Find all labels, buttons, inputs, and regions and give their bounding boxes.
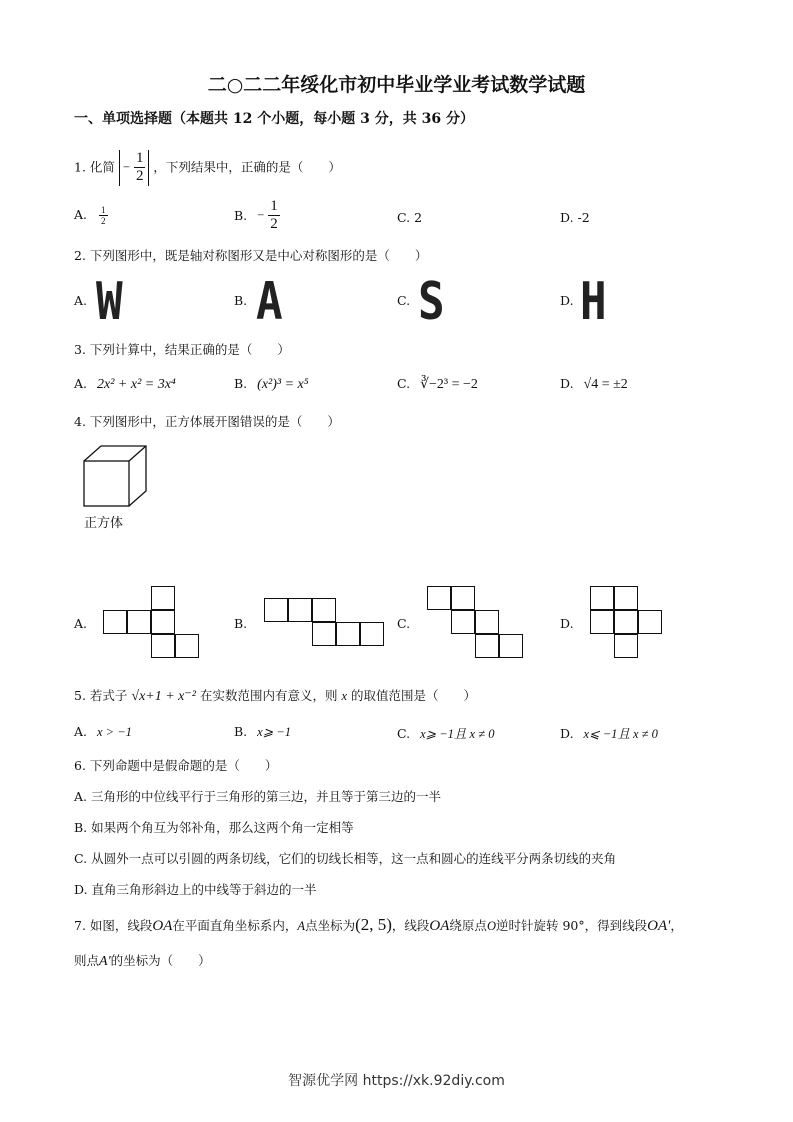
q2-glyph-a: A (256, 272, 283, 332)
question-4: 4. 下列图形中，正方体展开图错误的是（ ） (74, 414, 340, 429)
cube-label: 正方体 (84, 516, 124, 531)
q2-option-a-label[interactable]: A. (74, 293, 88, 308)
q5-expression: √x+1 + x⁻² (131, 689, 196, 704)
q1-option-d[interactable]: D. -2 (560, 210, 590, 225)
question-7-line-2: 则点A′的坐标为（ ） (74, 953, 211, 969)
q5-option-a[interactable]: A. x > −1 (74, 724, 132, 739)
q6-option-b[interactable]: B. 如果两个角互为邻补角，那么这两个角一定相等 (74, 820, 354, 835)
question-5: 5. 若式子 √x+1 + x⁻² 在实数范围内有意义，则 x 的取值范围是（ ） (74, 688, 477, 704)
question-6: 6. 下列命题中是假命题的是（ ） (74, 758, 278, 773)
q4-option-c-label[interactable]: C. (397, 616, 411, 631)
q2-glyph-h: H (580, 272, 607, 332)
q5-option-c[interactable]: C. x⩾ −1且 x ≠ 0 (397, 726, 495, 741)
q6-option-a[interactable]: A. 三角形的中位线平行于三角形的第三边，并且等于第三边的一半 (74, 789, 441, 804)
page-title: 二○二二年绥化市初中毕业学业考试数学试题 (207, 74, 586, 96)
q5-option-d[interactable]: D. x⩽ −1且 x ≠ 0 (560, 726, 658, 741)
q4-option-b-label[interactable]: B. (234, 616, 248, 631)
q1-prefix: 1. 化简 (74, 159, 115, 175)
q4-option-a-label[interactable]: A. (74, 616, 88, 631)
q2-glyph-w: W (96, 272, 123, 332)
cube-figure (82, 444, 152, 508)
q6-option-c[interactable]: C. 从圆外一点可以引圆的两条切线，它们的切线长相等，这一点和圆心的连线平分两条切线的夹角 (74, 851, 617, 866)
q2-option-c-label[interactable]: C. (397, 293, 411, 308)
q1-suffix: ，下列结果中，正确的是（ ） (153, 159, 341, 175)
q1-abs-expression: − $\frac{1}{2}$ (119, 150, 150, 186)
footer-watermark: 智源优学网 https://xk.92diy.com (288, 1073, 505, 1089)
section-heading: 一、单项选择题（本题共 12 个小题，每小题 3 分，共 36 分） (74, 111, 474, 127)
q2-glyph-s: S (418, 272, 445, 332)
q3-option-c[interactable]: C. ∛−2³ = −2 (397, 376, 478, 392)
q1-option-b[interactable]: B. − $\frac{1}{2}$ (234, 198, 278, 232)
q1-option-a[interactable]: A. $\frac{1}{2}$ (74, 205, 106, 226)
question-2: 2. 下列图形中，既是轴对称图形又是中心对称图形的是（ ） (74, 248, 428, 263)
q1-option-c[interactable]: C. 2 (397, 210, 423, 225)
question-7-line-1: 7. 如图，线段OA在平面直角坐标系内，A点坐标为(2, 5)，线段OA绕原点O逆时针旋转 90°，得到线段OA′， (74, 915, 683, 934)
q2-option-b-label[interactable]: B. (234, 293, 248, 308)
question-1 (74, 150, 341, 186)
q4-option-d-label[interactable]: D. (560, 616, 574, 631)
q6-option-d[interactable]: D. 直角三角形斜边上的中线等于斜边的一半 (74, 882, 317, 897)
q3-option-b[interactable]: B. (x²)³ = x⁵ (234, 376, 309, 392)
question-3: 3. 下列计算中，结果正确的是（ ） (74, 342, 290, 357)
q2-option-d-label[interactable]: D. (560, 293, 574, 308)
q3-option-a[interactable]: A. 2x² + x² = 3x⁴ (74, 376, 176, 392)
q5-option-b[interactable]: B. x⩾ −1 (234, 724, 291, 739)
q3-option-d[interactable]: D. √4 = ±2 (560, 376, 628, 392)
